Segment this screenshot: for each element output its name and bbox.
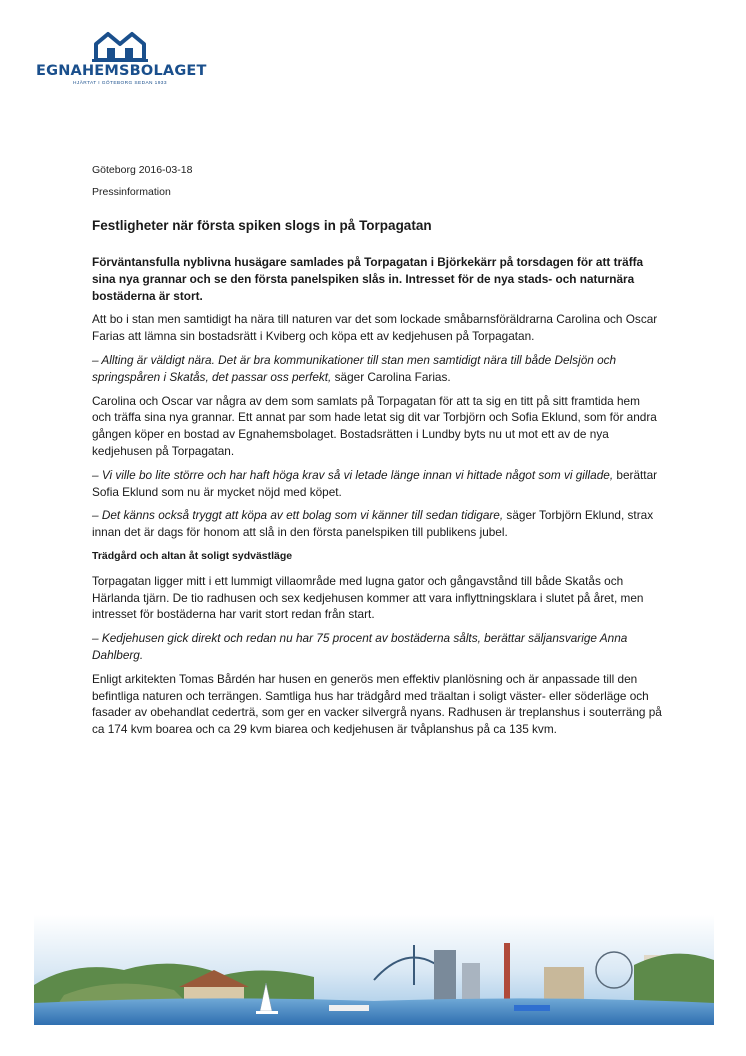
quote-text: – Det känns också tryggt att köpa av ett bolag som vi känner till sedan tidigare,	[92, 508, 504, 523]
paragraph: Att bo i stan men samtidigt ha nära till naturen var det som lockade småbarnsföräldrarna Carolina och Oscar Farias att lämna sin bostadsrätt i Kviberg och köpa ett av kedjehusen på Torpagatan.	[92, 312, 658, 344]
quote-attribution: berättar Sofia Eklund som nu är mycket nöjd med köpet.	[92, 467, 658, 499]
quote-attribution: säger Carolina Farias.	[331, 369, 451, 384]
logo-wordmark: EGNAHEMSBOLAGET	[36, 63, 207, 79]
article-lead: Förväntansfulla nyblivna husägare samlades på Torpagatan i Björkekärr på torsdagen för att träffa sina nya grannar och se den första panelspiken slås in. Intresset för de nya stads- och naturnära bostäderna är stort.	[92, 255, 644, 303]
paragraph: Enligt arkitekten Tomas Bårdén har husen en generös men effektiv planlösning och är anpassade till den befintliga naturen och terrängen. Samtliga hus har trädgård med träaltan i soligt väster- eller söderläge och fasader av obehandlat cederträ, som ger en vacker silvergrå nyans. Radhusen är treplanshus i souterräng på ca 174 kvm boarea och ca 29 kvm biarea och kedjehusen är tvåplanshus på ca 135 kvm.	[92, 671, 662, 737]
paragraph: Torpagatan ligger mitt i ett lummigt villaområde med lugna gator och gångavstånd till både Skatås och Härlanda tjärn. De tio radhusen och sex kedjehusen kommer att vara inflyttningsklara i slutet på året, men intresset för bostäderna har varit stort redan från start.	[92, 573, 644, 622]
subheading: Trädgård och altan åt soligt sydvästläge	[92, 549, 293, 562]
press-date: Göteborg 2016-03-18	[92, 164, 193, 176]
company-logo	[36, 30, 207, 90]
quote-attribution: säger Torbjörn Eklund, strax innan det är dags för honom att slå in den första panelspiken till publikens jubel.	[92, 508, 654, 540]
quote-paragraph	[92, 352, 662, 386]
quote-paragraph	[92, 630, 662, 664]
house-logo-icon	[92, 30, 148, 62]
logo-tagline: HJÄRTAT I GÖTEBORG SEDAN 1933	[73, 81, 167, 86]
quote-text: – Kedjehusen gick direkt och redan nu har 75 procent av bostäderna sålts, berättar säljansvarige Anna Dahlberg.	[92, 631, 628, 662]
quote-text: – Allting är väldigt nära. Det är bra kommunikationer till stan men samtidigt nära till både Delsjön och springspåren i Skatås, det passar oss perfekt,	[92, 352, 617, 384]
paragraph: Carolina och Oscar var några av dem som samlats på Torpagatan för att ta sig en titt på sitt framtida hem och träffa sina nya grannar. Ett annat par som hade letat sig dit var Torbjörn och Sofia Eklund, som för andra gången köper en bostad av Egnahemsbolaget. Bostadsrätten i Lundby byts nu ut mot ett av de nya kedjehusen på Torpagatan.	[92, 393, 657, 458]
article-title: Festligheter när första spiken slogs in på Torpagatan	[92, 218, 432, 233]
quote-text: – Vi ville bo lite större och har haft höga krav så vi letade länge innan vi hittade något som vi gillade,	[92, 467, 614, 482]
press-type: Pressinformation	[92, 186, 171, 198]
quote-paragraph	[92, 507, 662, 541]
quote-paragraph	[92, 467, 662, 501]
article-body	[92, 218, 662, 745]
city-skyline-banner	[34, 915, 714, 1025]
